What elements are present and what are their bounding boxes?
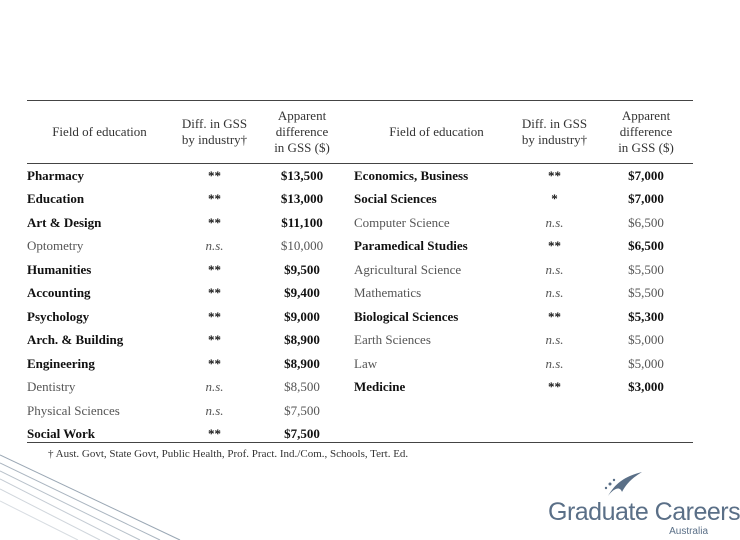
header-apparent-right bbox=[599, 101, 693, 163]
left-amount: $7,500 bbox=[284, 426, 320, 442]
right-field: Medicine bbox=[354, 379, 406, 395]
header-field-left-text: Field of education bbox=[52, 124, 147, 139]
right-field: Agricultural Science bbox=[354, 261, 462, 277]
left-diff: n.s. bbox=[205, 238, 224, 254]
right-amount: $6,500 bbox=[628, 214, 664, 230]
right-diff: ** bbox=[548, 379, 561, 395]
left-diff: ** bbox=[208, 167, 221, 183]
right-amount: $3,000 bbox=[628, 379, 664, 395]
left-amount: $9,000 bbox=[284, 308, 320, 324]
table-row bbox=[27, 352, 693, 376]
footnote: † Aust. Govt, State Govt, Public Health, Prof. Pract. Ind./Com., Schools, Tert. Ed. bbox=[48, 448, 409, 460]
table-header-row bbox=[27, 101, 693, 163]
header-apparent-right-line2: difference bbox=[619, 124, 673, 139]
header-field-right-text: Field of education bbox=[389, 124, 484, 139]
table-row bbox=[27, 282, 693, 306]
table-row bbox=[27, 164, 693, 188]
table-row bbox=[27, 258, 693, 282]
right-amount: $7,000 bbox=[628, 191, 664, 207]
left-field: Physical Sciences bbox=[27, 402, 120, 418]
right-amount: $5,000 bbox=[628, 355, 664, 371]
left-field: Optometry bbox=[27, 238, 84, 254]
left-diff: ** bbox=[208, 261, 221, 277]
right-diff: n.s. bbox=[545, 355, 564, 371]
table-row bbox=[27, 188, 693, 212]
left-amount: $11,100 bbox=[281, 214, 323, 230]
left-field: Engineering bbox=[27, 355, 95, 371]
right-amount: $6,500 bbox=[628, 238, 664, 254]
left-amount: $7,500 bbox=[284, 402, 320, 418]
header-diff-left-line2: by industry† bbox=[181, 132, 248, 147]
right-field: Economics, Business bbox=[354, 167, 469, 183]
right-diff: * bbox=[551, 191, 558, 207]
left-amount: $13,000 bbox=[280, 191, 324, 207]
right-field: Law bbox=[354, 355, 378, 371]
header-diff-right-line2: by industry† bbox=[521, 132, 588, 147]
left-diff: ** bbox=[208, 355, 221, 371]
left-field: Accounting bbox=[27, 285, 91, 301]
graduate-careers-logo bbox=[540, 470, 740, 538]
right-field: Social Sciences bbox=[354, 191, 437, 207]
left-field: Pharmacy bbox=[27, 167, 85, 183]
right-diff: n.s. bbox=[545, 214, 564, 230]
header-field-right bbox=[354, 101, 519, 163]
left-amount: $13,500 bbox=[280, 167, 324, 183]
left-field: Psychology bbox=[27, 308, 90, 324]
left-field: Art & Design bbox=[27, 214, 102, 230]
table-row bbox=[27, 211, 693, 235]
left-diff: n.s. bbox=[205, 402, 224, 418]
left-diff: ** bbox=[208, 214, 221, 230]
right-diff: n.s. bbox=[545, 261, 564, 277]
corner-decoration bbox=[0, 455, 180, 540]
table-row bbox=[27, 235, 693, 259]
right-diff: ** bbox=[548, 238, 561, 254]
table-row bbox=[27, 399, 693, 423]
right-field: Earth Sciences bbox=[354, 332, 431, 348]
table-row bbox=[27, 305, 693, 329]
header-diff-left bbox=[172, 101, 257, 163]
header-apparent-left-line1: Apparent bbox=[277, 108, 327, 123]
right-amount: $7,000 bbox=[628, 167, 664, 183]
left-field: Arch. & Building bbox=[27, 332, 124, 348]
right-field: Paramedical Studies bbox=[354, 238, 468, 254]
left-diff: ** bbox=[208, 285, 221, 301]
header-apparent-left-line3: in GSS ($) bbox=[274, 140, 330, 155]
left-field: Social Work bbox=[27, 426, 96, 442]
left-field: Humanities bbox=[27, 261, 92, 277]
left-diff: ** bbox=[208, 332, 221, 348]
left-amount: $8,500 bbox=[284, 379, 320, 395]
left-diff: ** bbox=[208, 426, 221, 442]
left-diff: ** bbox=[208, 191, 221, 207]
right-field: Biological Sciences bbox=[354, 308, 459, 324]
left-amount: $8,900 bbox=[284, 332, 320, 348]
table-row bbox=[27, 376, 693, 400]
logo-sub: Australia bbox=[669, 526, 708, 537]
right-diff: n.s. bbox=[545, 285, 564, 301]
left-field: Education bbox=[27, 191, 85, 207]
header-diff-left-line1: Diff. in GSS bbox=[181, 116, 248, 131]
right-diff: ** bbox=[548, 167, 561, 183]
header-diff-right-line1: Diff. in GSS bbox=[521, 116, 588, 131]
header-apparent-left bbox=[257, 101, 347, 163]
right-diff: n.s. bbox=[545, 332, 564, 348]
logo-name: Graduate Careers bbox=[548, 498, 740, 526]
left-amount: $9,400 bbox=[284, 285, 320, 301]
right-amount: $5,500 bbox=[628, 285, 664, 301]
left-field: Dentistry bbox=[27, 379, 76, 395]
left-amount: $10,000 bbox=[280, 238, 324, 254]
left-diff: ** bbox=[208, 308, 221, 324]
left-amount: $8,900 bbox=[284, 355, 320, 371]
right-amount: $5,300 bbox=[628, 308, 664, 324]
bird-icon bbox=[602, 470, 644, 498]
header-apparent-right-line3: in GSS ($) bbox=[618, 140, 674, 155]
left-amount: $9,500 bbox=[284, 261, 320, 277]
header-field-left bbox=[27, 101, 172, 163]
header-apparent-left-line2: difference bbox=[275, 124, 329, 139]
right-diff: ** bbox=[548, 308, 561, 324]
table-bottom-rule bbox=[27, 442, 693, 443]
right-amount: $5,500 bbox=[628, 261, 664, 277]
left-diff: n.s. bbox=[205, 379, 224, 395]
right-field: Mathematics bbox=[354, 285, 422, 301]
right-field: Computer Science bbox=[354, 214, 450, 230]
table-row bbox=[27, 329, 693, 353]
right-amount: $5,000 bbox=[628, 332, 664, 348]
header-apparent-right-line1: Apparent bbox=[621, 108, 671, 123]
header-diff-right bbox=[512, 101, 597, 163]
